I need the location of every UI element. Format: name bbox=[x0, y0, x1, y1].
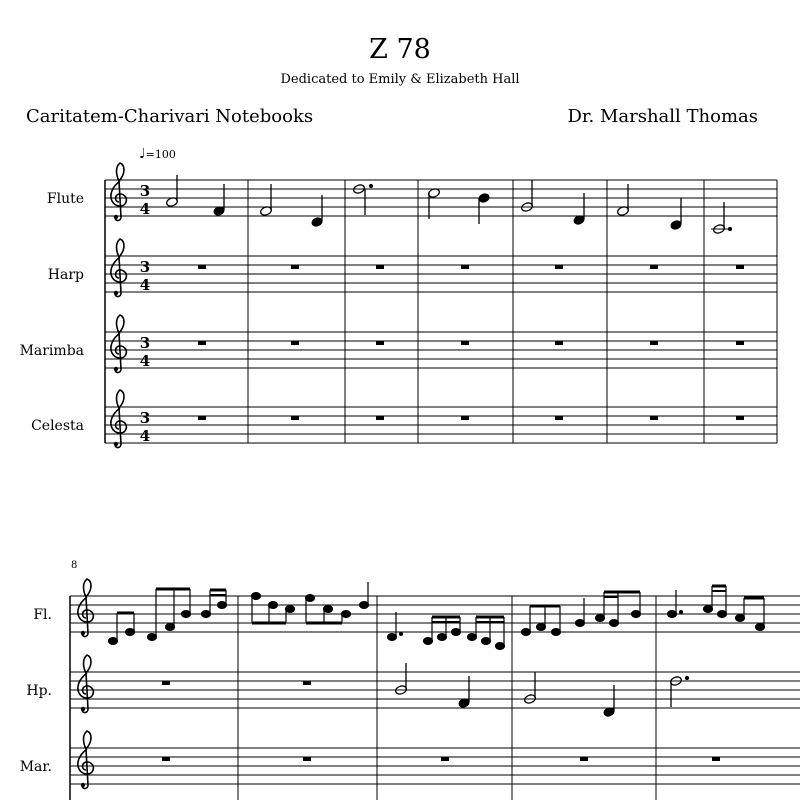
whole-rest-icon bbox=[198, 265, 744, 420]
instrument-label-mar: Mar. bbox=[19, 759, 52, 775]
time-sig-bottom: 4 bbox=[139, 200, 151, 218]
time-signatures bbox=[140, 182, 150, 445]
time-sig-bottom: 4 bbox=[139, 276, 151, 294]
flute-notes-8-12 bbox=[109, 582, 765, 649]
quarter-note-icon: ♩ bbox=[139, 146, 146, 162]
time-sig-top: 3 bbox=[139, 334, 151, 352]
barlines bbox=[70, 596, 656, 800]
whole-rest-icon bbox=[162, 681, 720, 761]
system-2 bbox=[70, 579, 800, 800]
instrument-label-hp: Hp. bbox=[26, 683, 52, 699]
instrument-label-marimba: Marimba bbox=[19, 343, 84, 359]
instrument-label-harp: Harp bbox=[47, 267, 84, 283]
treble-clef-icon bbox=[111, 163, 126, 448]
instrument-label-fl: Fl. bbox=[33, 607, 52, 623]
flute-notes bbox=[166, 175, 732, 234]
time-sig-top: 3 bbox=[139, 409, 151, 427]
instrument-label-flute: Flute bbox=[46, 191, 84, 207]
score-title: Z 78 bbox=[369, 34, 431, 65]
measure-number: 8 bbox=[71, 560, 78, 571]
time-sig-top: 3 bbox=[139, 182, 151, 200]
tempo-value: =100 bbox=[145, 148, 176, 161]
staff-lines bbox=[70, 596, 800, 784]
collection-name: Caritatem-Charivari Notebooks bbox=[26, 106, 314, 127]
time-sig-bottom: 4 bbox=[139, 427, 151, 445]
dedication: Dedicated to Emily & Elizabeth Hall bbox=[280, 72, 520, 87]
time-sig-top: 3 bbox=[139, 258, 151, 276]
system-1 bbox=[105, 163, 777, 448]
instrument-label-celesta: Celesta bbox=[31, 418, 84, 434]
barlines bbox=[105, 180, 777, 443]
time-sig-bottom: 4 bbox=[139, 352, 151, 370]
composer-name: Dr. Marshall Thomas bbox=[567, 106, 758, 127]
staff-lines bbox=[105, 180, 777, 443]
